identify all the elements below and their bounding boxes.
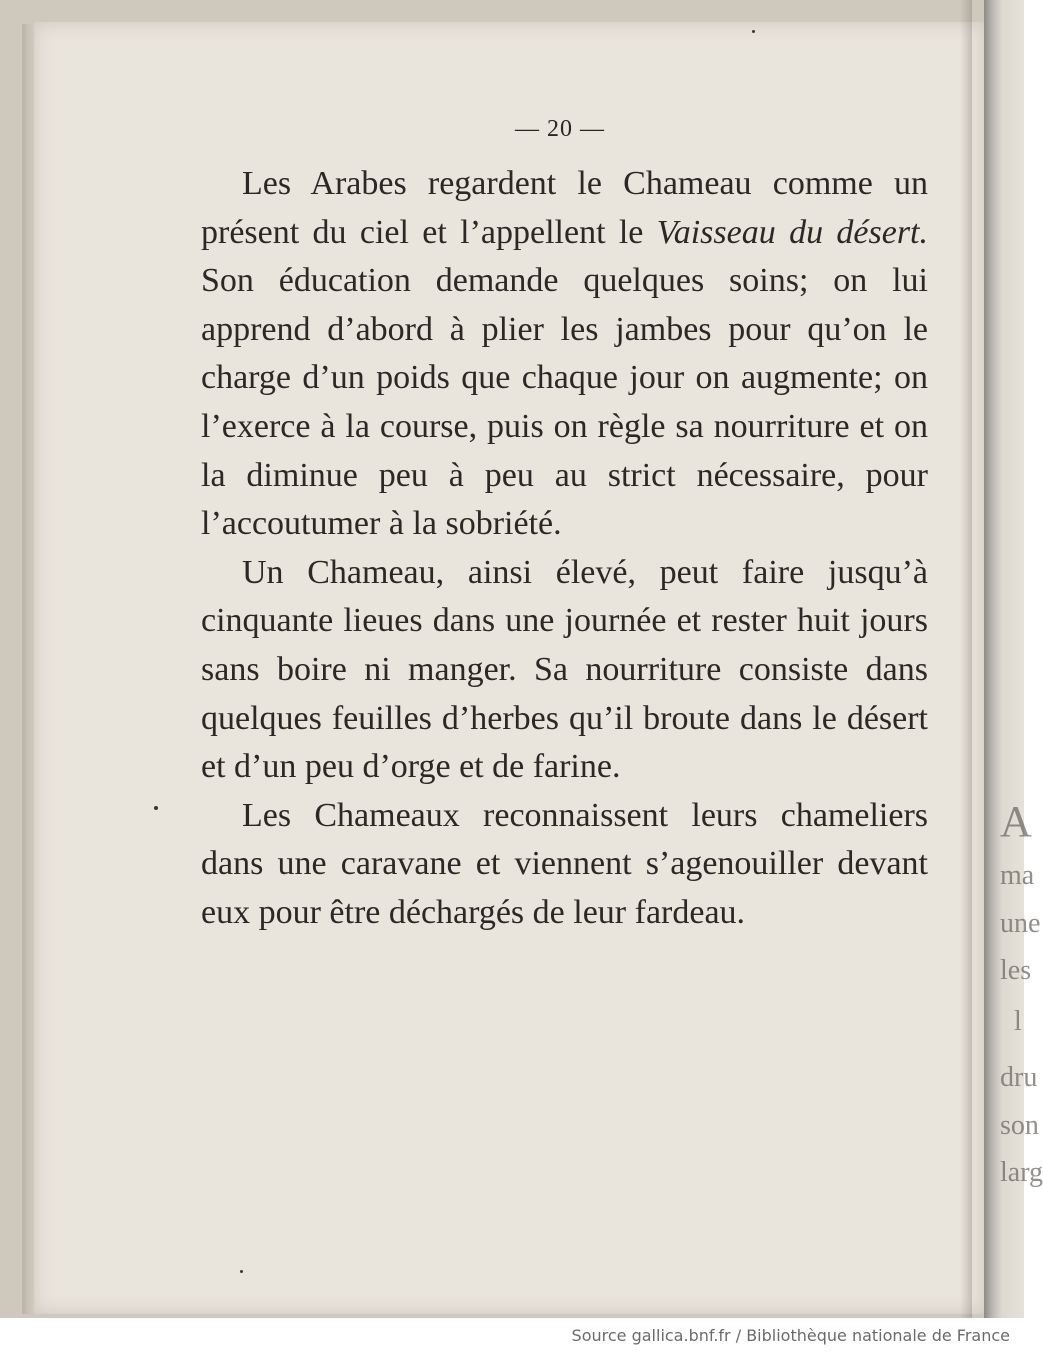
paragraph: Les Chameaux reconnaissent leurs chameliers dans une caravane et viennent s’agenouiller devant eux pour être déchargés de leur fardeau. [201,796,928,931]
adjacent-page-fragment: ma [1000,860,1035,891]
adjacent-page-fragment: les [1000,955,1032,986]
adjacent-page-fragment: son [1000,1110,1039,1141]
paper-speck [154,806,158,810]
adjacent-page-fragment: une [1000,908,1041,939]
paragraph-text: Les Arabes regardent le Chameau comme un présent du ciel et l’appellent le [201,165,928,251]
paper-speck [752,30,755,33]
paragraph: Un Chameau, ainsi élevé, peut faire jusqu’à cinquante lieues dans une journée et rester huit jours sans boire ni manger. Sa nourriture consiste dans quelques feuilles d’herbes qu’il broute dans le désert et d’un peu d’orge et de farine. [201,553,928,786]
paper-speck [240,1270,243,1273]
body-text [201,160,928,938]
gutter-shadow [960,0,972,1318]
adjacent-page-fragment: larg [1000,1157,1043,1188]
adjacent-page-fragment: l [1014,1006,1022,1037]
paragraph [201,160,928,549]
source-bar [0,1318,1024,1353]
page-number: — 20 — [515,116,605,142]
paragraph-text: Son éducation demande quelques soins; on lui apprend d’abord à plier les jambes pour qu’on le charge d’un poids que chaque jour on augmente; on l’exerce à la course, puis on règle sa nourriture et on la diminue peu à peu au strict nécessaire, pour l’accoutumer à la sobriété. [201,262,928,543]
adjacent-page-fragment: dru [1000,1062,1038,1093]
source-credit: Source gallica.bnf.fr / Bibliothèque nationale de France [571,1326,1010,1345]
italic-phrase: Vaisseau du désert. [656,213,928,251]
adjacent-page-fragment: A [1000,797,1032,846]
